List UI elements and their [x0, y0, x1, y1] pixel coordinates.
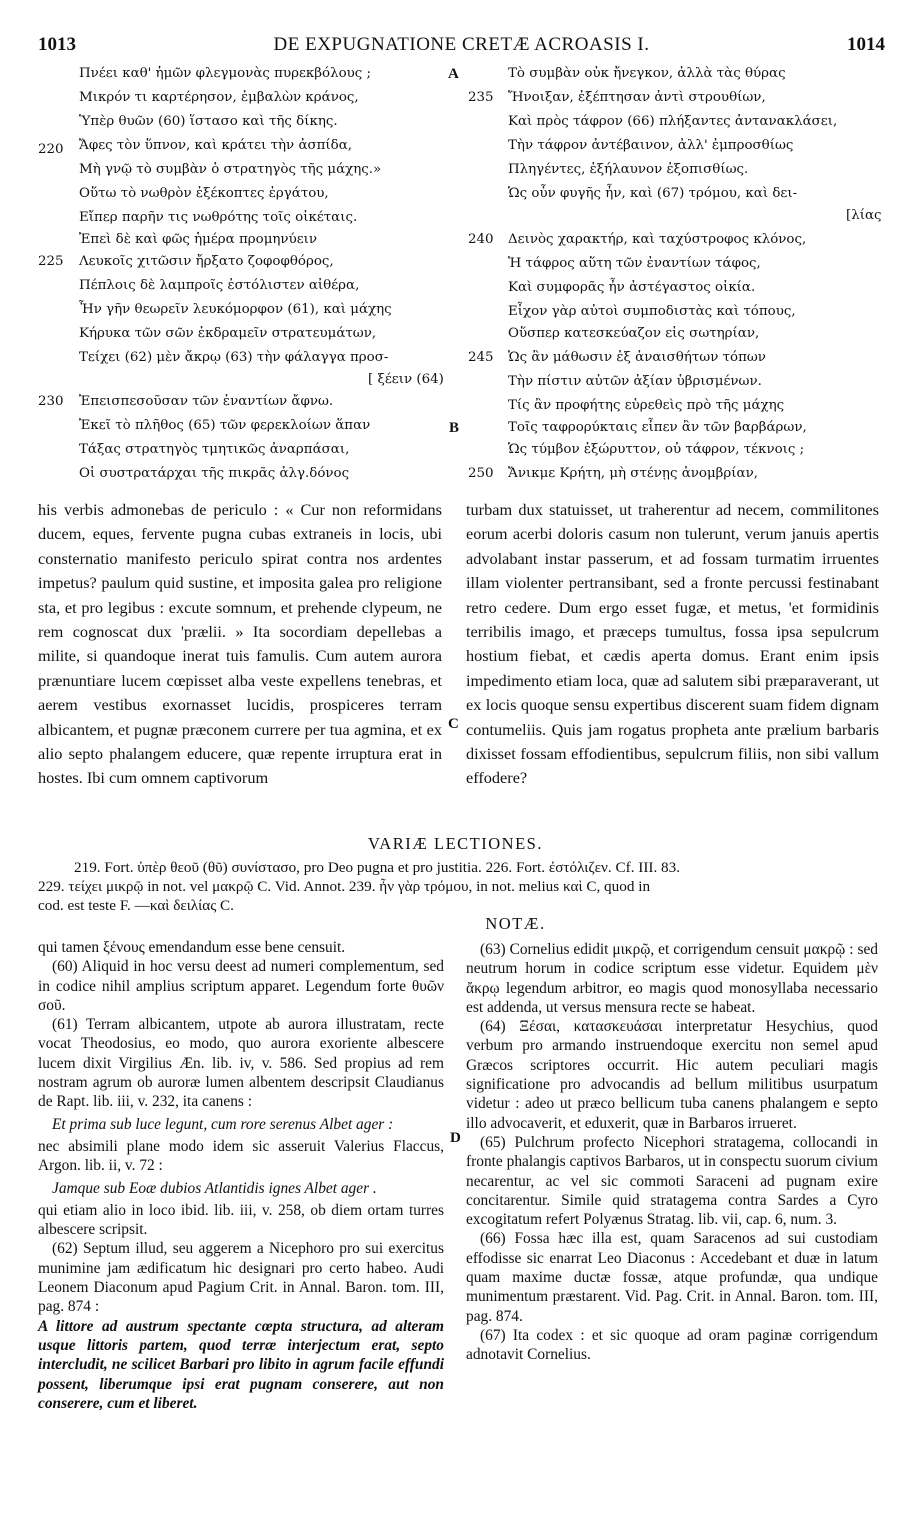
- verse-line: Τάξας στρατηγὸς τμητικῶς ἀναρπάσαι,: [79, 442, 350, 457]
- variae-heading: VARIÆ LECTIONES.: [368, 834, 543, 853]
- verse-line: [ ξέειν (64): [368, 372, 444, 387]
- verse-line: Ἡ τάφρος αὕτη τῶν ἐναντίων τάφος,: [508, 256, 761, 271]
- verse-line: Πνέει καθ' ἡμῶν φλεγμονὰς πυρεκβόλους ;: [79, 66, 372, 81]
- note-quote: A littore ad austrum spectante cœpta structura, ad alteram usque littoris partem, quod terræ interjectum erat, septo intercludit, ne scilicet Barbari pro libito in agrum facile effundi possent, liberumque ipsi erat pugnam conserere, aut non conserere, cum et liberet.: [38, 1317, 444, 1412]
- margin-letter-d: D: [450, 1130, 461, 1146]
- verse-number: 230: [38, 394, 64, 409]
- notae-heading: NOTÆ.: [485, 914, 546, 933]
- verse-line: Ἄφες τὸν ὕπνον, καὶ κράτει τὴν ἀσπίδα,: [79, 138, 353, 153]
- verse-line: Οὕσπερ κατεσκεύαζον εἰς σωτηρίαν,: [508, 326, 760, 341]
- notes-right: [466, 940, 878, 1365]
- verse-line: Τὸ συμβὰν οὐκ ἤνεγκον, ἀλλὰ τὰς θύρας: [508, 66, 786, 81]
- note-paragraph: (65) Pulchrum profecto Nicephori stratagema, collocandi in fronte phalangis captivos Barbaros, ut in conspectu suorum civium necarentur, ac vel sic commoti Saraceni ad pugnam exire concitarentur. Simile quid stratagema contra Sardes a Cyro excogitatum refert Polyænus Stratag. lib. vii, cap. 6, num. 3.: [466, 1133, 878, 1229]
- verse-line: Ἦν γῆν θεωρεῖν λευκόμορφον (61), καὶ μάχης: [79, 302, 392, 317]
- verse-number: 250: [468, 466, 494, 481]
- verse-line: Εἶχον γὰρ αὐτοὶ συμποδιστὰς καὶ τόπους,: [508, 304, 796, 319]
- verse-line: Μικρόν τι καρτέρησον, ἐμβαλὼν κράνος,: [79, 90, 359, 105]
- verse-line: Ὡς ἂν μάθωσιν ἐξ ἀναισθήτων τόπων: [508, 350, 766, 365]
- verse-line: Ὡς τύμβον ἐξώρυττον, οὐ τάφρον, τέκνοις ;: [508, 442, 805, 457]
- latin-translation-left: [38, 498, 442, 791]
- verse-line: Πέπλοις δὲ λαμπροῖς ἐστόλιστεν αἰθέρα,: [79, 278, 360, 293]
- verse-line: Πληγέντες, ἐξήλαυνον ἐξοπισθίως.: [508, 162, 749, 177]
- note-quote: Jamque sub Eoæ dubios Atlantidis ignes Albet ager .: [52, 1179, 377, 1197]
- note-paragraph: (61) Terram albicantem, utpote ab aurora illustratam, recte vocat Theodosius, eo modo, quo aurora exoriente albescere lucem dixit Virgilius Æn. lib. iv, v. 586. Sed propius ad rem nostram agrum ob auroræ lumen albentem descripsit Claudianus de Rapt. lib. iii, v. 232, ita canens :: [38, 1016, 444, 1111]
- verse-line: Τὴν τάφρον ἀντέβαινον, ἀλλ' ἐμπροσθίως: [508, 138, 794, 153]
- verse-number: 225: [38, 254, 64, 269]
- verse-line: Καὶ πρὸς τάφρον (66) πλήξαντες ἀντανακλάσει,: [508, 114, 838, 129]
- verse-line: Τίς ἂν προφήτης εὑρεθεὶς πρὸ τῆς μάχης: [508, 398, 785, 413]
- note-paragraph: (63) Cornelius edidit μικρῷ, et corrigendum censuit μακρῷ : sed neutrum horum in codice scriptum esse videtur. Equidem μὲν ἄκρῳ legendum arbitror, eo magis quod monosyllaba necessario est addenda, ut versus mensura recte se habeat.: [466, 941, 878, 1016]
- latin-paragraph: turbam dux statuisset, ut traherentur ad necem, commilitones eorum acerbi doloris casum non tulerunt, verum januis apertis advolabant instar passerum, et ad fossam turmatim irruentes illam violenter pertransibant, sed a fronte percussi festinabant retro cedere. Dum ergo esset fugæ, et metus, 'et formidinis terribilis imago, et præceps tumultus, fossa ipsa sepulcrum hostium fiebat, et cædis aperta domus. Erant enim ipsis impedimento etiam loca, quæ ad salutem sibi præparaverant, ut ex locis quoque sensu expertibus discerent suam fidem dignam contumeliis. Quis jam rogatus propheta ante prælium barbaris dixisset fossam effodientibus, sepulcrum filiis, non sibi vallum effodere?: [466, 500, 879, 788]
- verse-line: Οἱ συστρατάρχαι τῆς πικρᾶς ἀλγ.δόνος: [79, 466, 350, 481]
- verse-number: 235: [468, 90, 494, 105]
- note-paragraph: (67) Ita codex : et sic quoque ad oram paginæ corrigendum adnotavit Cornelius.: [466, 1326, 878, 1364]
- verse-line: Τοῖς ταφρορύκταις εἶπεν ἂν τῶν βαρβάρων,: [508, 420, 807, 435]
- verse-number: 220: [38, 142, 64, 157]
- margin-letter-b: B: [449, 420, 460, 436]
- verse-line: Τείχει (62) μὲν ἄκρῳ (63) τὴν φάλαγγα προσ-: [79, 350, 389, 365]
- verse-number: 245: [468, 350, 494, 365]
- note-paragraph: (66) Fossa hæc illa est, quam Saracenos ad sui custodiam effodisse sic enarrat Leo Diaconus : Accedebant et duæ in latum quam maxime ductæ fossæ, atque profundæ, qua undique munimentum præstarent. Vid. Pag. Crit. in Annal. Baron. tom. III, pag. 874.: [466, 1230, 878, 1325]
- verse-line: Ἄνικμε Κρήτη, μὴ στένῃς ἀνομβρίαν,: [508, 466, 758, 481]
- note-paragraph: qui tamen ξένους emendandum esse bene censuit.: [38, 939, 346, 956]
- verse-number: 240: [468, 232, 494, 247]
- variae-line: 229. τείχει μικρῷ in not. vel μακρῷ C. Vid. Annot. 239. ἦν γὰρ τρόμου, in not. melius καὶ C, quod in: [38, 878, 651, 895]
- verse-line: Εἴπερ παρῆν τις νωθρότης τοῖς οἰκέταις.: [79, 210, 358, 225]
- verse-line: Ὡς οὖν φυγῆς ἦν, καὶ (67) τρόμου, καὶ δει-: [508, 186, 798, 201]
- page-number-right: 1014: [847, 34, 885, 55]
- variae-lectiones: [38, 858, 883, 915]
- verse-line: Λευκοῖς χιτῶσιν ἤρξατο ζοφοφθόρος,: [79, 254, 334, 269]
- verse-line: Ἐπεὶ δὲ καὶ φῶς ἡμέρα προμηνύειν: [79, 232, 318, 247]
- verse-line: Μὴ γνῷ τὸ συμβὰν ὁ στρατηγὸς τῆς μάχης.»: [79, 162, 382, 177]
- page-number-left: 1013: [38, 34, 76, 55]
- note-paragraph: (64) Ξέσαι, κατασκευάσαι interpretatur Hesychius, quod verbum pro armando instruendoque exercitu non semel apud Græcos scriptores occurrit. Hic autem peculiari magis significatione pro advocandis ad bellum militibus usurpatum videtur : adeo ut præco bellicum tuba canens phalangem e septo illo advocaverit, et eduxerit, quæ in Barbaros irrueret.: [466, 1018, 878, 1132]
- verse-line: Ὑπὲρ θυῶν (60) ἵστασο καὶ τῆς δίκης.: [79, 114, 338, 129]
- margin-letter-a: A: [448, 66, 459, 82]
- variae-line: cod. est teste F. —καὶ δειλίας C.: [38, 897, 234, 914]
- note-paragraph: (60) Aliquid in hoc versu deest ad numeri complementum, sed in codice nihil amplius scriptum apparet. Legendum forte θυῶν σοῦ.: [38, 958, 444, 1014]
- latin-paragraph: his verbis admonebas de periculo : « Cur non reformidans ducem, eques, fervente pugna cubas extraneis in locis, ubi consternatio manifesto periculo spirat contra nos ardentes impetus? paulum quid sustine, et imposita galea pro religione sta, et pro legibus : excute somnum, et prehende clypeum, ne rem cognoscat dux 'prælii. » Ita socordiam depellebas a milite, si quandoque inerat tuis famulis. Cum autem aurora prænuntiare lucem cœpisset alba veste expellens tenebras, et aerem vestibus exornasset lucidis, prospiceres terram albicantem, et pugnæ præconem currere per tua agmina, et ex alio septo phalangem educere, quæ repente irruptura erat in hostes. Ibi cum omnem captivorum: [38, 500, 442, 788]
- verse-line: Ἐκεῖ τὸ πλῆθος (65) τῶν φερεκλοίων ἅπαν: [79, 418, 371, 433]
- verse-line: Δεινὸς χαρακτήρ, καὶ ταχύστροφος κλόνος,: [508, 232, 807, 247]
- notes-left: [38, 938, 444, 1413]
- note-paragraph: (62) Septum illud, seu aggerem a Nicephoro pro sui exercitus munimine jam ædificatum hic designari pro certo habeo. Audi Leonem Diaconum apud Pagium Crit. in Annal. Baron. tom. III, pag. 874 :: [38, 1240, 444, 1316]
- verse-line: [λίας: [846, 208, 882, 223]
- variae-line: 219. Fort. ὑπὲρ θεοῦ (θῦ) συνίστασο, pro Deo pugna et pro justitia. 226. Fort. ἐστόλιζεν. Cf. III. 83.: [74, 859, 681, 876]
- verse-line: Καὶ συμφορᾶς ἦν ἀστέγαστος οἰκία.: [508, 280, 756, 295]
- running-header: [38, 34, 885, 56]
- verse-line: Κήρυκα τῶν σῶν ἐκδραμεῖν στρατευμάτων,: [79, 326, 377, 341]
- note-paragraph: qui etiam alio in loco ibid. lib. iii, v. 258, ob diem ortam turres albescere scripsit.: [38, 1201, 444, 1239]
- note-quote: Et prima sub luce legunt, cum rore serenus Albet ager :: [52, 1115, 394, 1133]
- verse-line: Τὴν πίστιν αὐτῶν ἀξίαν ὑβρισμένων.: [508, 374, 762, 389]
- verse-line: Ἤνοιξαν, ἐξέπτησαν ἀντὶ στρουθίων,: [508, 90, 766, 105]
- page-title: DE EXPUGNATIONE CRETÆ ACROASIS I.: [273, 34, 650, 55]
- margin-letter-c: C: [448, 716, 459, 732]
- verse-line: Οὕτω τὸ νωθρὸν ἐξέκοπτες ἐργάτου,: [79, 186, 329, 201]
- latin-translation-right: [466, 498, 879, 791]
- verse-line: Ἐπεισπεσοῦσαν τῶν ἐναντίων ἄφνω.: [79, 394, 334, 409]
- note-paragraph: nec absimili plane modo idem sic asseruit Valerius Flaccus, Argon. lib. ii, v. 72 :: [38, 1137, 444, 1175]
